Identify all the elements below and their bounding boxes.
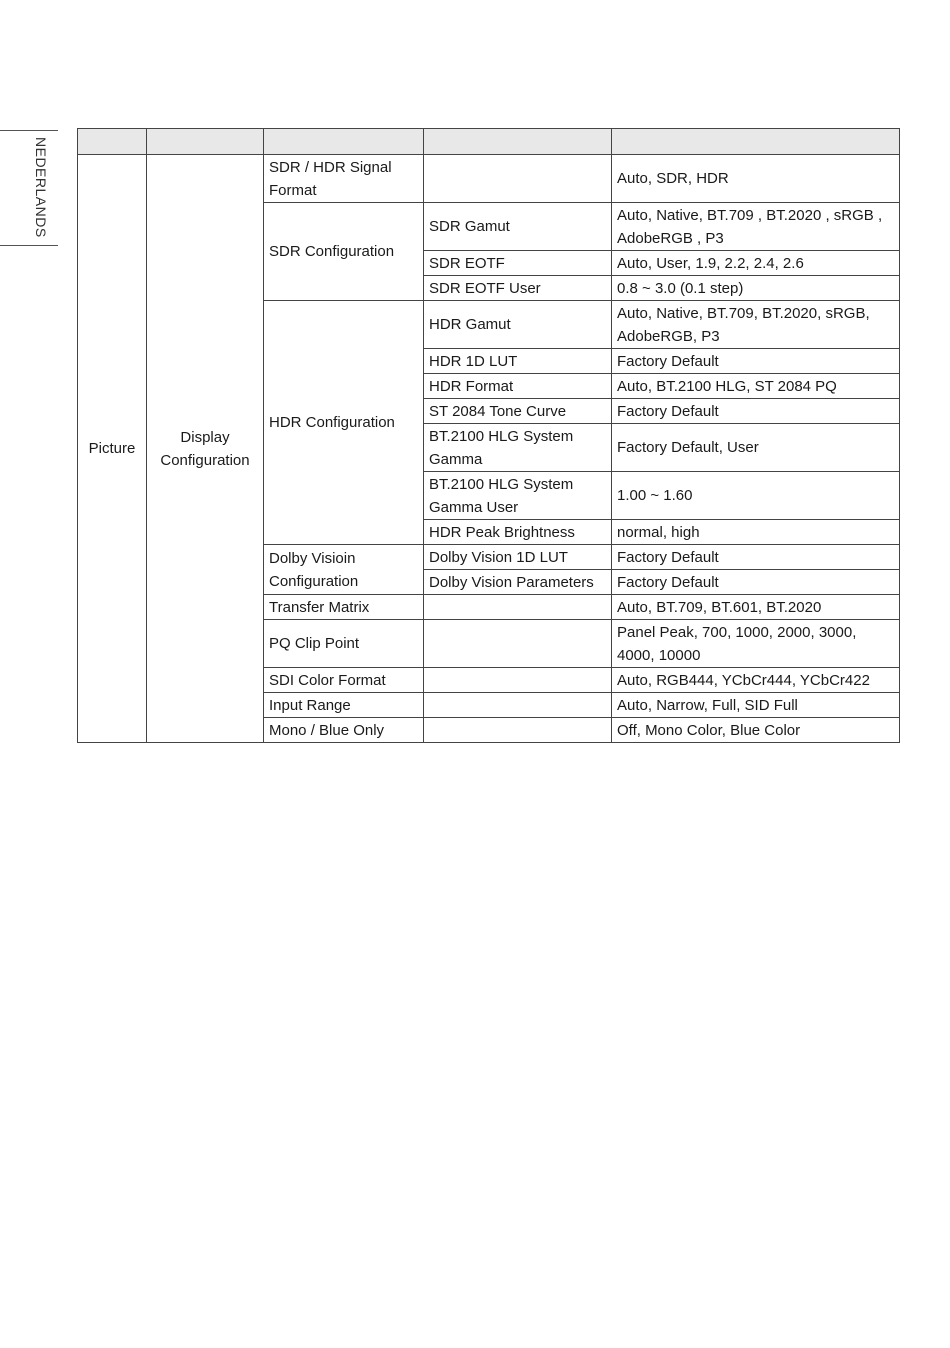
item-cell: Transfer Matrix [264,595,424,620]
language-label: NEDERLANDS [33,137,49,238]
language-side-tab [0,130,58,246]
category-cell: Picture [78,155,147,743]
value-cell: Auto, BT.709, BT.601, BT.2020 [612,595,900,620]
value-cell: 1.00 ~ 1.60 [612,472,900,520]
item-cell: Dolby Visioin Configuration [264,545,424,595]
subitem-cell: HDR Peak Brightness [424,520,612,545]
subitem-cell [424,155,612,203]
subitem-cell: HDR Format [424,374,612,399]
subitem-cell: BT.2100 HLG System Gamma [424,424,612,472]
subitem-cell: HDR 1D LUT [424,349,612,374]
value-cell: Factory Default [612,399,900,424]
table-row [78,155,900,203]
value-cell: Auto, Native, BT.709 , BT.2020 , sRGB , AdobeRGB , P3 [612,203,900,251]
subitem-cell: SDR EOTF User [424,276,612,301]
subitem-cell: Dolby Vision Parameters [424,570,612,595]
subitem-cell [424,620,612,668]
value-cell: normal, high [612,520,900,545]
item-cell: Input Range [264,693,424,718]
item-cell: SDI Color Format [264,668,424,693]
item-cell: Mono / Blue Only [264,718,424,743]
value-cell: 0.8 ~ 3.0 (0.1 step) [612,276,900,301]
subitem-cell: BT.2100 HLG System Gamma User [424,472,612,520]
item-cell: PQ Clip Point [264,620,424,668]
subitem-cell: HDR Gamut [424,301,612,349]
item-cell: HDR Configuration [264,301,424,545]
item-cell: SDR / HDR Signal Format [264,155,424,203]
header-cell-2 [147,129,264,155]
subcategory-cell: Display Configuration [147,155,264,743]
item-cell: SDR Configuration [264,203,424,301]
value-cell: Auto, User, 1.9, 2.2, 2.4, 2.6 [612,251,900,276]
value-cell: Off, Mono Color, Blue Color [612,718,900,743]
header-cell-3 [264,129,424,155]
value-cell: Auto, RGB444, YCbCr444, YCbCr422 [612,668,900,693]
subitem-cell [424,668,612,693]
table-header-row [78,129,900,155]
subitem-cell [424,693,612,718]
value-cell: Panel Peak, 700, 1000, 2000, 3000, 4000, 10000 [612,620,900,668]
header-cell-5 [612,129,900,155]
subitem-cell: SDR EOTF [424,251,612,276]
value-cell: Factory Default [612,570,900,595]
value-cell: Auto, Narrow, Full, SID Full [612,693,900,718]
subitem-cell: SDR Gamut [424,203,612,251]
value-cell: Auto, Native, BT.709, BT.2020, sRGB, AdobeRGB, P3 [612,301,900,349]
subitem-cell [424,595,612,620]
subitem-cell [424,718,612,743]
value-cell: Factory Default [612,349,900,374]
header-cell-4 [424,129,612,155]
subitem-cell: Dolby Vision 1D LUT [424,545,612,570]
value-cell: Factory Default [612,545,900,570]
subitem-cell: ST 2084 Tone Curve [424,399,612,424]
value-cell: Auto, SDR, HDR [612,155,900,203]
value-cell: Factory Default, User [612,424,900,472]
settings-table [77,128,900,743]
value-cell: Auto, BT.2100 HLG, ST 2084 PQ [612,374,900,399]
header-cell-1 [78,129,147,155]
